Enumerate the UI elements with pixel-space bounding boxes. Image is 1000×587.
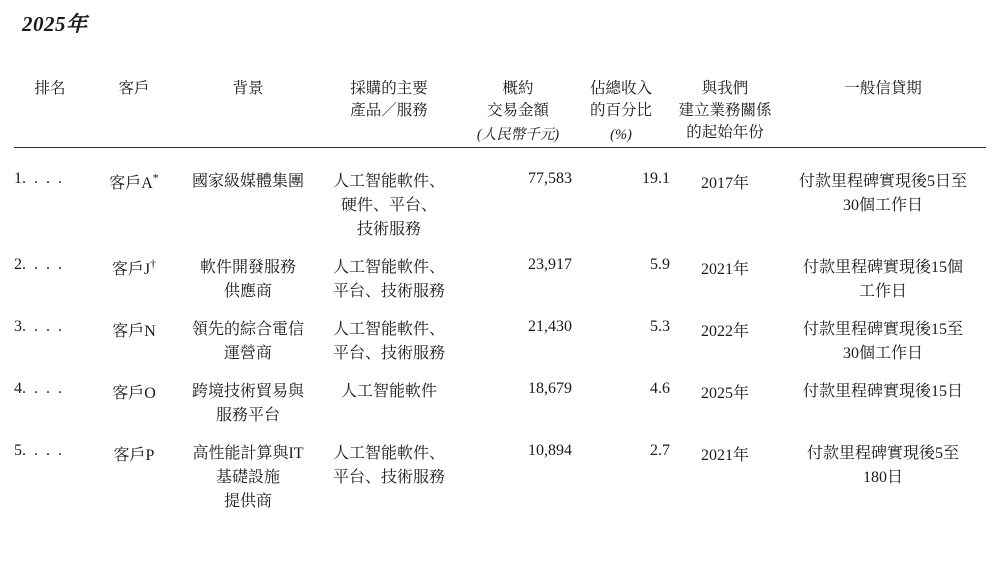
background-line: 基礎設施 bbox=[215, 468, 280, 486]
column-header-start-year-line1: 與我們 bbox=[701, 80, 749, 97]
header-spacer-row bbox=[14, 147, 986, 170]
cell-amount: 21,430 bbox=[528, 317, 572, 335]
table-row bbox=[14, 170, 986, 242]
customer-name: 客戶P bbox=[113, 446, 155, 464]
cell-amount: 10,894 bbox=[528, 441, 572, 459]
customer-name: 客戶O bbox=[112, 384, 156, 402]
column-header-products bbox=[314, 78, 464, 146]
background-line: 領先的綜合電信 bbox=[191, 320, 304, 338]
column-header-customer-label: 客戶 bbox=[118, 80, 150, 97]
credit-line: 付款里程碑實現後5日至 bbox=[798, 172, 967, 190]
row-spacer bbox=[14, 242, 986, 256]
product-line: 平台、技術服務 bbox=[332, 468, 445, 486]
table-row bbox=[14, 380, 986, 428]
row-spacer-cell bbox=[14, 304, 986, 318]
cell-percent: 19.1 bbox=[642, 169, 670, 187]
customer-name: 客戶A bbox=[109, 174, 153, 192]
cell-customer bbox=[86, 256, 182, 304]
table-row bbox=[14, 318, 986, 366]
column-header-background-label: 背景 bbox=[232, 80, 264, 97]
credit-line: 付款里程碑實現後15至 bbox=[802, 320, 963, 338]
major-customers-table bbox=[14, 78, 986, 514]
product-line: 人工智能軟件 bbox=[340, 382, 437, 400]
rank-dots: . . . . bbox=[22, 255, 64, 273]
background-line: 服務平台 bbox=[215, 406, 280, 424]
column-header-background bbox=[182, 78, 314, 146]
column-header-amount-unit: (人民幣千元) bbox=[476, 127, 560, 143]
cell-start-year: 2025年 bbox=[700, 384, 749, 402]
cell-background bbox=[182, 380, 314, 428]
cell-percent: 5.3 bbox=[650, 317, 670, 335]
rank-number: 3 bbox=[14, 317, 22, 335]
credit-line: 工作日 bbox=[858, 282, 907, 300]
cell-rank bbox=[14, 442, 86, 514]
row-spacer bbox=[14, 366, 986, 380]
cell-rank bbox=[14, 170, 86, 242]
cell-products bbox=[314, 380, 464, 428]
product-line: 人工智能軟件、 bbox=[332, 258, 445, 276]
product-line: 平台、技術服務 bbox=[332, 344, 445, 362]
credit-line: 180日 bbox=[862, 468, 903, 486]
cell-percent: 2.7 bbox=[650, 441, 670, 459]
cell-background bbox=[182, 442, 314, 514]
cell-start-year: 2021年 bbox=[700, 446, 749, 464]
column-header-percent-line2: 的百分比 bbox=[589, 102, 652, 119]
product-line: 硬件、平台、 bbox=[340, 196, 437, 214]
column-header-start-year-line3: 的起始年份 bbox=[686, 124, 764, 141]
column-header-start-year bbox=[670, 78, 780, 146]
product-line: 人工智能軟件、 bbox=[332, 172, 445, 190]
column-header-products-line1: 採購的主要 bbox=[350, 80, 428, 97]
row-spacer-cell bbox=[14, 428, 986, 442]
table-header bbox=[14, 78, 986, 170]
cell-amount: 23,917 bbox=[528, 255, 572, 273]
cell-credit-terms bbox=[780, 256, 986, 304]
background-line: 提供商 bbox=[223, 492, 272, 510]
credit-line: 付款里程碑實現後15日 bbox=[802, 382, 963, 400]
credit-line: 30個工作日 bbox=[842, 196, 923, 214]
column-header-customer bbox=[86, 78, 182, 146]
table-body bbox=[14, 170, 986, 514]
row-spacer-cell bbox=[14, 242, 986, 256]
rank-number: 1 bbox=[14, 169, 22, 187]
cell-products bbox=[314, 442, 464, 514]
cell-products bbox=[314, 170, 464, 242]
column-header-percent-unit: (%) bbox=[610, 127, 632, 143]
cell-background bbox=[182, 318, 314, 366]
column-header-credit-terms bbox=[780, 78, 986, 146]
column-header-credit-terms-label: 一般信貸期 bbox=[844, 80, 922, 97]
column-header-rank-label: 排名 bbox=[34, 80, 66, 97]
cell-start-year: 2021年 bbox=[700, 260, 749, 278]
cell-percent: 4.6 bbox=[650, 379, 670, 397]
cell-percent: 5.9 bbox=[650, 255, 670, 273]
cell-customer bbox=[86, 442, 182, 514]
column-header-amount bbox=[464, 78, 572, 146]
rank-number: 4 bbox=[14, 379, 22, 397]
credit-line: 付款里程碑實現後15個 bbox=[802, 258, 963, 276]
column-header-percent-line1: 佔總收入 bbox=[589, 80, 652, 97]
table-header-row bbox=[14, 78, 986, 146]
cell-customer bbox=[86, 318, 182, 366]
customer-name: 客戶J bbox=[111, 260, 151, 278]
cell-rank bbox=[14, 318, 86, 366]
background-line: 國家級媒體集團 bbox=[191, 172, 304, 190]
background-line: 跨境技術貿易與 bbox=[191, 382, 304, 400]
cell-products bbox=[314, 318, 464, 366]
cell-customer bbox=[86, 170, 182, 242]
rank-dots: . . . . bbox=[22, 317, 64, 335]
row-spacer-cell bbox=[14, 366, 986, 380]
background-line: 運營商 bbox=[223, 344, 272, 362]
column-header-rank bbox=[14, 78, 86, 146]
credit-line: 30個工作日 bbox=[842, 344, 923, 362]
product-line: 人工智能軟件、 bbox=[332, 444, 445, 462]
product-line: 人工智能軟件、 bbox=[332, 320, 445, 338]
customer-footnote-marker: * bbox=[152, 170, 159, 185]
cell-credit-terms bbox=[780, 380, 986, 428]
rank-dots: . . . . bbox=[22, 169, 64, 187]
header-spacer-cell bbox=[14, 147, 986, 170]
cell-rank bbox=[14, 380, 86, 428]
row-spacer bbox=[14, 428, 986, 442]
credit-line: 付款里程碑實現後5至 bbox=[806, 444, 959, 462]
cell-credit-terms bbox=[780, 170, 986, 242]
column-header-start-year-line2: 建立業務關係 bbox=[678, 102, 772, 119]
cell-amount: 77,583 bbox=[528, 169, 572, 187]
cell-start-year: 2022年 bbox=[700, 322, 749, 340]
cell-products bbox=[314, 256, 464, 304]
product-line: 技術服務 bbox=[356, 220, 421, 238]
rank-number: 2 bbox=[14, 255, 22, 273]
cell-background bbox=[182, 170, 314, 242]
table-row bbox=[14, 256, 986, 304]
row-spacer bbox=[14, 304, 986, 318]
cell-background bbox=[182, 256, 314, 304]
cell-credit-terms bbox=[780, 442, 986, 514]
product-line: 平台、技術服務 bbox=[332, 282, 445, 300]
customer-footnote-marker: † bbox=[150, 256, 157, 271]
table-row bbox=[14, 442, 986, 514]
rank-dots: . . . . bbox=[22, 379, 64, 397]
cell-customer bbox=[86, 380, 182, 428]
background-line: 供應商 bbox=[223, 282, 272, 300]
column-header-amount-line1: 概約 bbox=[502, 80, 534, 97]
cell-amount: 18,679 bbox=[528, 379, 572, 397]
cell-credit-terms bbox=[780, 318, 986, 366]
page-title: 2025年 bbox=[22, 12, 88, 36]
background-line: 軟件開發服務 bbox=[199, 258, 296, 276]
column-header-percent bbox=[572, 78, 670, 146]
rank-dots: . . . . bbox=[22, 441, 64, 459]
cell-start-year: 2017年 bbox=[700, 174, 749, 192]
column-header-products-line2: 產品／服務 bbox=[350, 102, 428, 119]
background-line: 高性能計算與IT bbox=[192, 444, 304, 462]
cell-rank bbox=[14, 256, 86, 304]
customer-name: 客戶N bbox=[112, 322, 156, 340]
rank-number: 5 bbox=[14, 441, 22, 459]
column-header-amount-line2: 交易金額 bbox=[486, 102, 549, 119]
